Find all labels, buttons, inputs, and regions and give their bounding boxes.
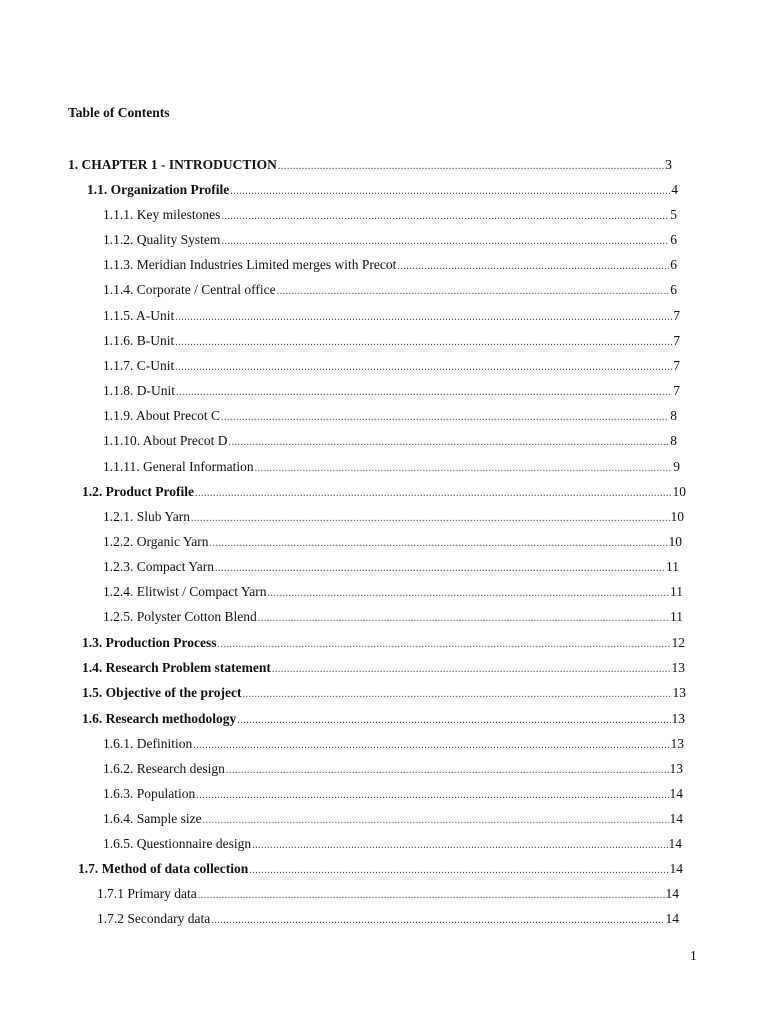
toc-dot-leader <box>258 609 669 629</box>
toc-dot-leader <box>211 911 664 931</box>
toc-entry-page: 13 <box>670 736 684 751</box>
toc-entry[interactable] <box>82 709 685 729</box>
toc-entry-page: 14 <box>669 811 683 826</box>
toc-entry-page: 10 <box>668 534 682 549</box>
toc-entry-page: 13 <box>671 711 685 726</box>
toc-entry-label: 1.1.6. B-Unit <box>103 333 175 348</box>
toc-entry-label: 1.4. Research Problem statement <box>82 660 271 675</box>
toc-entry-page: 13 <box>671 660 685 675</box>
toc-entry-page: 14 <box>669 786 683 801</box>
toc-entry-label: 1.2.4. Elitwist / Compact Yarn <box>103 584 267 599</box>
toc-entry-page: 14 <box>665 911 679 926</box>
toc-entry[interactable] <box>103 809 683 829</box>
toc-entry-page: 10 <box>670 509 684 524</box>
toc-entry-label: 1.7.2 Secondary data <box>97 911 211 926</box>
toc-entry-page: 11 <box>670 609 683 624</box>
toc-entry[interactable] <box>78 859 683 879</box>
toc-dot-leader <box>272 660 671 680</box>
toc-entry-page: 14 <box>665 886 679 901</box>
toc-entry-page: 12 <box>671 635 685 650</box>
toc-entry-page: 7 <box>673 308 680 323</box>
toc-entry-label: 1.2.5. Polyster Cotton Blend <box>103 609 257 624</box>
toc-entry-label: 1.6.4. Sample size <box>103 811 202 826</box>
toc-entry-label: 1.1. Organization Profile <box>87 182 230 197</box>
toc-entry-label: 1. CHAPTER 1 - INTRODUCTION <box>68 157 277 172</box>
toc-dot-leader <box>230 182 670 202</box>
toc-entry-label: 1.1.2. Quality System <box>103 232 221 247</box>
toc-dot-leader <box>218 635 671 655</box>
toc-entry-page: 9 <box>673 459 680 474</box>
toc-dot-leader <box>203 811 669 831</box>
toc-dot-leader <box>175 333 672 353</box>
toc-dot-leader <box>242 685 671 705</box>
toc-dot-leader <box>226 761 669 781</box>
toc-entry[interactable] <box>68 155 672 175</box>
toc-entry-page: 7 <box>673 358 680 373</box>
toc-entry-label: 1.1.11. General Information <box>103 459 254 474</box>
toc-dot-leader <box>176 383 672 403</box>
toc-entry[interactable] <box>103 582 683 602</box>
toc-entry-label: 1.5. Objective of the project <box>82 685 242 700</box>
toc-dot-leader <box>193 736 669 756</box>
toc-entry[interactable] <box>103 331 680 351</box>
toc-entry[interactable] <box>82 658 685 678</box>
toc-entry-page: 8 <box>670 408 677 423</box>
toc-entry[interactable] <box>103 784 683 804</box>
toc-entry-page: 4 <box>671 182 678 197</box>
toc-entry-label: 1.1.8. D-Unit <box>103 383 175 398</box>
toc-entry-page: 11 <box>666 559 679 574</box>
toc-entry-page: 3 <box>665 157 672 172</box>
page-number: 1 <box>690 948 697 963</box>
toc-entry-label: 1.1.5. A-Unit <box>103 308 175 323</box>
toc-entry-label: 1.6. Research methodology <box>82 711 237 726</box>
toc-dot-leader <box>278 157 664 177</box>
toc-dot-leader <box>191 509 669 529</box>
toc-entry[interactable] <box>103 306 680 326</box>
toc-entry[interactable] <box>103 205 677 225</box>
toc-entry-page: 14 <box>669 861 683 876</box>
toc-dot-leader <box>196 786 668 806</box>
toc-dot-leader <box>175 358 672 378</box>
toc-entry[interactable] <box>103 759 683 779</box>
toc-entry-label: 1.7.1 Primary data <box>97 886 197 901</box>
toc-dot-leader <box>277 282 670 302</box>
toc-dot-leader <box>237 711 670 731</box>
toc-entry[interactable] <box>103 406 677 426</box>
toc-entry[interactable] <box>82 633 685 653</box>
toc-entry[interactable] <box>103 381 680 401</box>
toc-entry-label: 1.6.5. Questionnaire design <box>103 836 252 851</box>
toc-entry[interactable] <box>103 431 677 451</box>
toc-entry-page: 10 <box>672 484 686 499</box>
toc-entry[interactable] <box>103 557 679 577</box>
toc-entry-page: 13 <box>672 685 686 700</box>
toc-entry-label: 1.2. Product Profile <box>82 484 194 499</box>
toc-entry-page: 7 <box>673 383 680 398</box>
toc-entry-label: 1.1.3. Meridian Industries Limited merges with Precot <box>103 257 397 272</box>
toc-entry-label: 1.1.10. About Precot D <box>103 433 228 448</box>
toc-entry[interactable] <box>103 280 677 300</box>
toc-entry-label: 1.1.4. Corporate / Central office <box>103 282 276 297</box>
toc-entry-label: 1.6.1. Definition <box>103 736 193 751</box>
toc-entry[interactable] <box>103 356 680 376</box>
toc-entry-page: 6 <box>670 282 677 297</box>
toc-dot-leader <box>252 836 667 856</box>
toc-dot-leader <box>198 886 665 906</box>
toc-entry[interactable] <box>103 607 683 627</box>
toc-entry[interactable] <box>103 734 684 754</box>
toc-heading: Table of Contents <box>68 105 170 120</box>
toc-entry-page: 5 <box>670 207 677 222</box>
toc-entry[interactable] <box>103 532 682 552</box>
toc-entry-page: 14 <box>668 836 682 851</box>
toc-entry[interactable] <box>97 884 679 904</box>
toc-dot-leader <box>195 484 672 504</box>
toc-entry-page: 7 <box>673 333 680 348</box>
toc-entry-label: 1.3. Production Process <box>82 635 217 650</box>
toc-dot-leader <box>229 433 670 453</box>
toc-dot-leader <box>221 232 669 252</box>
toc-entry[interactable] <box>103 507 684 527</box>
toc-entry-label: 1.6.3. Population <box>103 786 196 801</box>
toc-dot-leader <box>268 584 669 604</box>
toc-dot-leader <box>397 257 669 277</box>
toc-dot-leader <box>210 534 668 554</box>
toc-dot-leader <box>221 207 669 227</box>
toc-entry-label: 1.2.1. Slub Yarn <box>103 509 191 524</box>
toc-dot-leader <box>249 861 668 881</box>
toc-entry[interactable] <box>87 180 678 200</box>
toc-entry[interactable] <box>103 255 677 275</box>
toc-entry[interactable] <box>82 482 686 502</box>
toc-entry-label: 1.1.7. C-Unit <box>103 358 175 373</box>
toc-entry[interactable] <box>103 834 682 854</box>
toc-entry-label: 1.6.2. Research design <box>103 761 225 776</box>
toc-entry-label: 1.7. Method of data collection <box>78 861 249 876</box>
toc-dot-leader <box>255 459 673 479</box>
toc-entry-page: 6 <box>670 232 677 247</box>
toc-dot-leader <box>221 408 669 428</box>
toc-entry[interactable] <box>82 683 686 703</box>
toc-entry[interactable] <box>97 909 679 929</box>
toc-entry-label: 1.2.3. Compact Yarn <box>103 559 214 574</box>
toc-dot-leader <box>175 308 672 328</box>
toc-entry-label: 1.1.9. About Precot C <box>103 408 220 423</box>
toc-entry[interactable] <box>103 457 680 477</box>
toc-entry-page: 6 <box>670 257 677 272</box>
toc-entry[interactable] <box>103 230 677 250</box>
toc-entry-label: 1.1.1. Key milestones <box>103 207 221 222</box>
toc-entry-page: 11 <box>670 584 683 599</box>
toc-entry-page: 13 <box>669 761 683 776</box>
toc-entry-page: 8 <box>670 433 677 448</box>
toc-entry-label: 1.2.2. Organic Yarn <box>103 534 209 549</box>
toc-dot-leader <box>215 559 665 579</box>
